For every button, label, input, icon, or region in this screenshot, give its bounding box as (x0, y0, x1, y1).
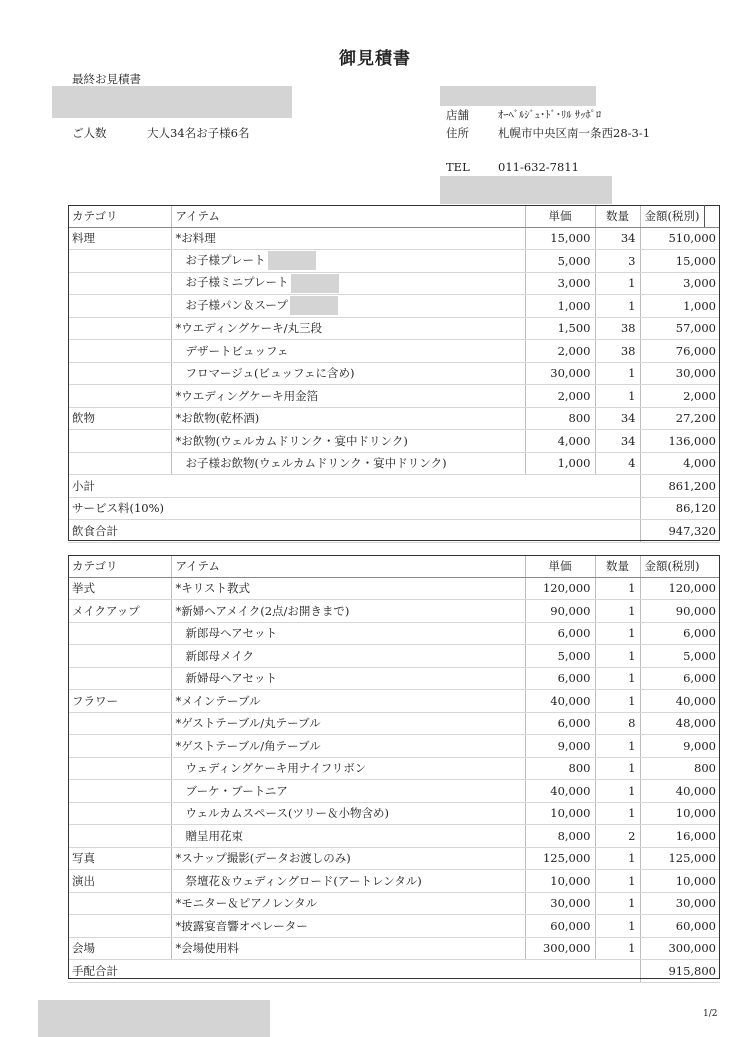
unit-price-cell: 6,000 (525, 712, 595, 735)
amount-cell: 136,000 (640, 430, 720, 453)
item-label: ウェディングケーキ用ナイフリボン (185, 761, 367, 776)
unit-price-cell: 8,000 (525, 825, 595, 848)
amount-cell: 510,000 (640, 227, 720, 250)
amount-cell: 30,000 (640, 892, 720, 915)
amount-cell: 2,000 (640, 385, 720, 408)
header-quantity: 数量 (595, 555, 640, 577)
amount-cell: 9,000 (640, 735, 720, 758)
quantity-cell: 1 (595, 870, 640, 893)
quantity-cell: 1 (595, 690, 640, 713)
unit-price-cell: 2,000 (525, 340, 595, 363)
unit-price-cell: 300,000 (525, 937, 595, 960)
document-title: 御見積書 (339, 49, 411, 69)
item-label: *お飲物(乾杯酒) (175, 411, 260, 426)
shop-value: ｵｰﾍﾞﾙｼﾞｭ･ﾄﾞ･ﾘﾙ ｻｯﾎﾟﾛ (498, 109, 602, 121)
item-label: 新郎母ヘアセット (185, 626, 278, 641)
unit-price-cell: 40,000 (525, 690, 595, 713)
amount-cell: 4,000 (640, 452, 720, 475)
unit-price-cell: 5,000 (525, 645, 595, 668)
item-label: *会場使用料 (175, 941, 239, 956)
amount-cell: 15,000 (640, 250, 720, 273)
unit-price-cell: 30,000 (525, 892, 595, 915)
category-cell: メイクアップ (68, 600, 171, 623)
quantity-cell: 1 (595, 802, 640, 825)
item-label: *キリスト教式 (175, 581, 251, 596)
shop-label: 店舗 (446, 108, 469, 122)
guests-value: 大人34名お子様6名 (147, 126, 250, 140)
amount-cell: 27,200 (640, 407, 720, 430)
unit-price-cell: 4,000 (525, 430, 595, 453)
header-unit-price: 単価 (525, 205, 595, 227)
item-label: *ゲストテーブル/角テーブル (175, 738, 321, 753)
category-cell: フラワー (68, 690, 171, 713)
item-label: ウェルカムスペース(ツリー＆小物含め) (185, 806, 389, 821)
total-amount: 947,320 (640, 520, 720, 543)
quantity-cell: 34 (595, 227, 640, 250)
total-label: 手配合計 (68, 960, 640, 983)
amount-cell: 800 (640, 757, 720, 780)
redacted-contact (440, 176, 612, 204)
amount-cell: 10,000 (640, 802, 720, 825)
header-category: カテゴリ (68, 555, 171, 577)
unit-price-cell: 6,000 (525, 667, 595, 690)
quantity-cell: 2 (595, 825, 640, 848)
quantity-cell: 1 (595, 645, 640, 668)
unit-price-cell: 60,000 (525, 915, 595, 938)
item-label: *ゲストテーブル/丸テーブル (175, 716, 321, 731)
address-value: 札幌市中央区南一条西28-3-1 (498, 126, 651, 140)
redacted-footer (38, 1000, 270, 1037)
item-label: *メインテーブル (175, 693, 261, 708)
item-label: *ウエディングケーキ/丸三段 (175, 321, 322, 336)
header-item: アイテム (171, 555, 525, 577)
amount-cell: 125,000 (640, 847, 720, 870)
amount-cell: 90,000 (640, 600, 720, 623)
quantity-cell: 34 (595, 430, 640, 453)
category-cell: 会場 (68, 937, 171, 960)
amount-cell: 6,000 (640, 667, 720, 690)
unit-price-cell: 1,000 (525, 295, 595, 318)
amount-cell: 30,000 (640, 362, 720, 385)
unit-price-cell: 3,000 (525, 272, 595, 295)
item-label: *お料理 (175, 231, 216, 246)
header-item: アイテム (171, 205, 525, 227)
total-label: サービス料(10%) (68, 497, 640, 520)
item-label: *モニター＆ピアノレンタル (175, 896, 318, 911)
item-label: 新婦母ヘアセット (185, 671, 278, 686)
total-label: 飲食合計 (68, 520, 640, 543)
item-label: *ウエディングケーキ用金箔 (175, 388, 319, 403)
arrangement-table-border (68, 555, 720, 979)
item-label: *スナップ撮影(データお渡しのみ) (175, 851, 351, 866)
item-label: ブーケ・ブートニア (185, 783, 288, 798)
amount-cell: 76,000 (640, 340, 720, 363)
amount-cell: 60,000 (640, 915, 720, 938)
category-cell: 挙式 (68, 577, 171, 600)
amount-cell: 120,000 (640, 577, 720, 600)
unit-price-cell: 125,000 (525, 847, 595, 870)
quantity-cell: 1 (595, 780, 640, 803)
header-amount: 金額(税別) (640, 205, 720, 227)
amount-cell: 57,000 (640, 317, 720, 340)
page-number: 1/2 (703, 1009, 718, 1019)
amount-cell: 3,000 (640, 272, 720, 295)
quantity-cell: 1 (595, 937, 640, 960)
quantity-cell: 38 (595, 340, 640, 363)
amount-cell: 16,000 (640, 825, 720, 848)
amount-cell: 40,000 (640, 690, 720, 713)
item-label: お子様お飲物(ウェルカムドリンク・宴中ドリンク) (185, 456, 447, 471)
quantity-cell: 1 (595, 600, 640, 623)
tel-label: TEL (446, 160, 470, 174)
quantity-cell: 1 (595, 915, 640, 938)
category-cell: 演出 (68, 870, 171, 893)
quantity-cell: 1 (595, 667, 640, 690)
category-cell: 料理 (68, 227, 171, 250)
quantity-cell: 1 (595, 385, 640, 408)
unit-price-cell: 10,000 (525, 870, 595, 893)
unit-price-cell: 15,000 (525, 227, 595, 250)
quantity-cell: 1 (595, 362, 640, 385)
quantity-cell: 1 (595, 847, 640, 870)
unit-price-cell: 2,000 (525, 385, 595, 408)
item-label: 祭壇花＆ウェディングロード(アートレンタル) (185, 873, 422, 888)
unit-price-cell: 5,000 (525, 250, 595, 273)
total-amount: 915,800 (640, 960, 720, 983)
unit-price-cell: 10,000 (525, 802, 595, 825)
unit-price-cell: 9,000 (525, 735, 595, 758)
amount-cell: 6,000 (640, 622, 720, 645)
redacted-venue-header (440, 86, 596, 106)
total-amount: 86,120 (640, 497, 720, 520)
header-divider (704, 205, 705, 227)
category-cell: 写真 (68, 847, 171, 870)
item-label: 贈呈用花束 (185, 828, 243, 843)
item-label: *新婦ヘアメイク(2点/お開きまで) (175, 603, 350, 618)
header-quantity: 数量 (595, 205, 640, 227)
amount-cell: 40,000 (640, 780, 720, 803)
header-category: カテゴリ (68, 205, 171, 227)
item-label: お子様パン＆スープ (185, 297, 288, 312)
header-amount: 金額(税別) (640, 555, 720, 577)
unit-price-cell: 40,000 (525, 780, 595, 803)
quantity-cell: 1 (595, 892, 640, 915)
item-label: フロマージュ(ビュッフェに含め) (185, 366, 355, 381)
unit-price-cell: 30,000 (525, 362, 595, 385)
unit-price-cell: 800 (525, 407, 595, 430)
unit-price-cell: 1,000 (525, 452, 595, 475)
unit-price-cell: 1,500 (525, 317, 595, 340)
quantity-cell: 34 (595, 407, 640, 430)
amount-cell: 48,000 (640, 712, 720, 735)
total-label: 小計 (68, 475, 640, 498)
quantity-cell: 1 (595, 577, 640, 600)
unit-price-cell: 800 (525, 757, 595, 780)
item-label: *披露宴音響オペレーター (175, 918, 308, 933)
quantity-cell: 8 (595, 712, 640, 735)
header-unit-price: 単価 (525, 555, 595, 577)
guests-label: ご人数 (72, 126, 107, 140)
amount-cell: 1,000 (640, 295, 720, 318)
item-label: *お飲物(ウェルカムドリンク・宴中ドリンク) (175, 433, 408, 448)
quantity-cell: 1 (595, 295, 640, 318)
total-amount: 861,200 (640, 475, 720, 498)
amount-cell: 10,000 (640, 870, 720, 893)
item-label: お子様プレート (185, 252, 266, 267)
food-table-border (68, 205, 720, 541)
tel-value: 011-632-7811 (498, 160, 579, 174)
item-label: デザートビュッフェ (185, 343, 289, 358)
quantity-cell: 1 (595, 735, 640, 758)
address-label: 住所 (446, 126, 469, 140)
unit-price-cell: 90,000 (525, 600, 595, 623)
category-cell: 飲物 (68, 407, 171, 430)
item-label: 新郎母メイク (185, 648, 255, 663)
unit-price-cell: 120,000 (525, 577, 595, 600)
unit-price-cell: 6,000 (525, 622, 595, 645)
final-estimate-label: 最終お見積書 (72, 72, 141, 86)
amount-cell: 5,000 (640, 645, 720, 668)
item-label: お子様ミニプレート (185, 275, 289, 290)
quantity-cell: 1 (595, 757, 640, 780)
quantity-cell: 4 (595, 452, 640, 475)
quantity-cell: 3 (595, 250, 640, 273)
quantity-cell: 38 (595, 317, 640, 340)
quantity-cell: 1 (595, 272, 640, 295)
redacted-customer-name (52, 86, 292, 118)
amount-cell: 300,000 (640, 937, 720, 960)
quantity-cell: 1 (595, 622, 640, 645)
